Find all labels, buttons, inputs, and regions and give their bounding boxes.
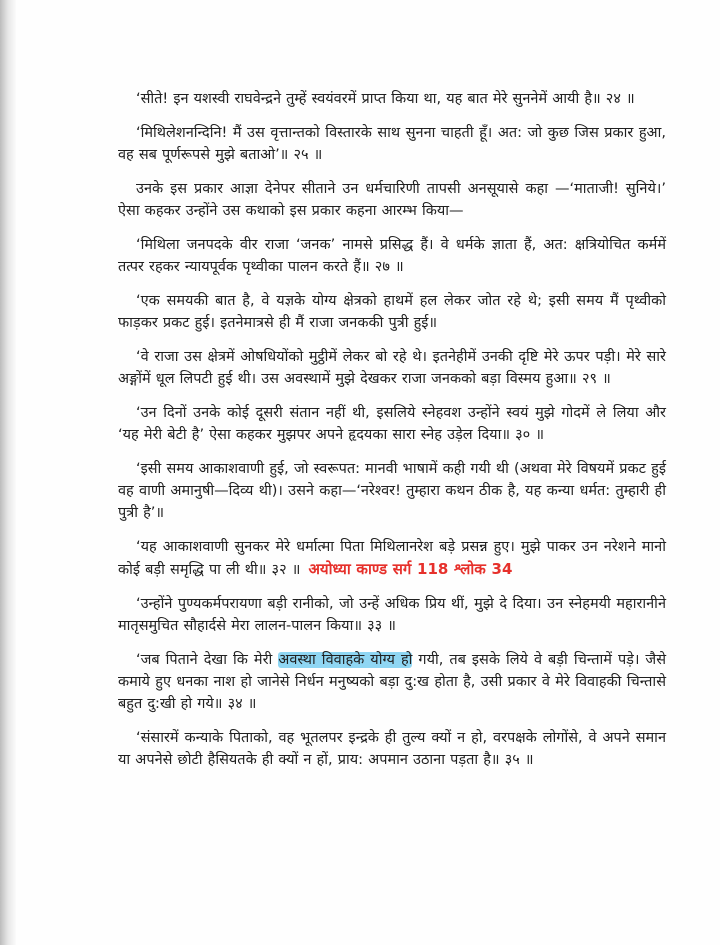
paragraph-29: ‘वे राजा उस क्षेत्रमें ओषधियोंको मुट्ठीमें लेकर बो रहे थे। इतनेहीमें उनकी दृष्टि मेरे ऊपर पड़ी। मेरे सारे अङ्गोंमें धूल लिपटी हुई थी। उस अवस्थामें मुझे देखकर राजा जनकको बड़ा विस्मय हुआ॥ २९ ॥ [118, 349, 666, 387]
paragraph-34 [118, 649, 666, 715]
binder-edge [0, 0, 16, 945]
paragraph-32-text: ‘यह आकाशवाणी सुनकर मेरे धर्मात्मा पिता मिथिलानरेश बड़े प्रसन्न हुए। मुझे पाकर उन नरेशने मानो कोई बड़ी समृद्धि पा ली थी॥ ३२ ॥ [118, 539, 666, 578]
paragraph-31: ‘इसी समय आकाशवाणी हुई, जो स्वरूपत: मानवी भाषामें कही गयी थी (अथवा मेरे विषयमें प्रकट हुई वह वाणी अमानुषी—दिव्य थी)। उसने कहा—‘नरेश्वर! तुम्हारा कथन ठीक है, यह कन्या धर्मत: तुम्हारी ही पुत्री है’॥ [118, 461, 666, 521]
paragraph-narration: उनके इस प्रकार आज्ञा देनेपर सीताने उन धर्मचारिणी तापसी अनसूयासे कहा —‘माताजी! सुनिये।’ ऐसा कहकर उन्होंने उस कथाको इस प्रकार कहना आरम्भ किया— [118, 181, 666, 219]
paragraph-34-text-after: गयी, तब इसके लिये वे बड़ी चिन्तामें पड़े। जैसे कमाये हुए धनका नाश हो जानेसे निर्धन मनुष्यको बड़ा दु:ख होता है, उसी प्रकार वे मेरे विवाहकी चिन्तासे बहुत दु:खी हो गये॥ ३४ ॥ [118, 652, 666, 712]
paragraph-24: ‘सीते! इन यशस्वी राघवेन्द्रने तुम्हें स्वयंवरमें प्राप्त किया था, यह बात मेरे सुननेमें आयी है॥ २४ ॥ [136, 91, 635, 107]
paragraph-32 [118, 536, 666, 581]
paragraph-33: ‘उन्होंने पुण्यकर्मपरायणा बड़ी रानीको, जो उन्हें अधिक प्रिय थीं, मुझे दे दिया। उन स्नेहमयी महारानीने मातृसमुचित सौहार्दसे मेरा लालन-पालन किया॥ ३३ ॥ [118, 596, 666, 634]
paragraph-34-text-before: ‘जब पिताने देखा कि मेरी [136, 652, 279, 668]
paragraph-25: ‘मिथिलेशनन्दिनि! मैं उस वृत्तान्तको विस्तारके साथ सुनना चाहती हूँ। अत: जो कुछ जिस प्रकार हुआ, वह सब पूर्णरूपसे मुझे बताओ’॥ २५ ॥ [118, 125, 666, 163]
highlighted-text: अवस्था विवाहके योग्य हो [278, 652, 413, 668]
paragraph-27: ‘मिथिला जनपदके वीर राजा ‘जनक’ नामसे प्रसिद्ध हैं। वे धर्मके ज्ञाता हैं, अत: क्षत्रियोचित कर्ममें तत्पर रहकर न्यायपूर्वक पृथ्वीका पालन करते हैं॥ २७ ॥ [118, 237, 666, 275]
text-column [118, 88, 666, 783]
paragraph-28: ‘एक समयकी बात है, वे यज्ञके योग्य क्षेत्रको हाथमें हल लेकर जोत रहे थे; इसी समय मैं पृथ्वीको फाड़कर प्रकट हुई। इतनेमात्रसे ही मैं राजा जनककी पुत्री हुई॥ [118, 293, 666, 331]
reference-annotation: अयोध्या काण्ड सर्ग 118 श्लोक 34 [308, 560, 513, 578]
paragraph-35: ‘संसारमें कन्याके पिताको, वह भूतलपर इन्द्रके ही तुल्य क्यों न हो, वरपक्षके लोगोंसे, वे अपने समान या अपनेसे छोटी हैसियतके ही क्यों न हों, प्राय: अपमान उठाना पड़ता है॥ ३५ ॥ [118, 730, 666, 768]
paragraph-30: ‘उन दिनों उनके कोई दूसरी संतान नहीं थी, इसलिये स्नेहवश उन्होंने स्वयं मुझे गोदमें ले लिया और ‘यह मेरी बेटी है’ ऐसा कहकर मुझपर अपने हृदयका सारा स्नेह उड़ेल दिया॥ ३० ॥ [118, 405, 666, 443]
